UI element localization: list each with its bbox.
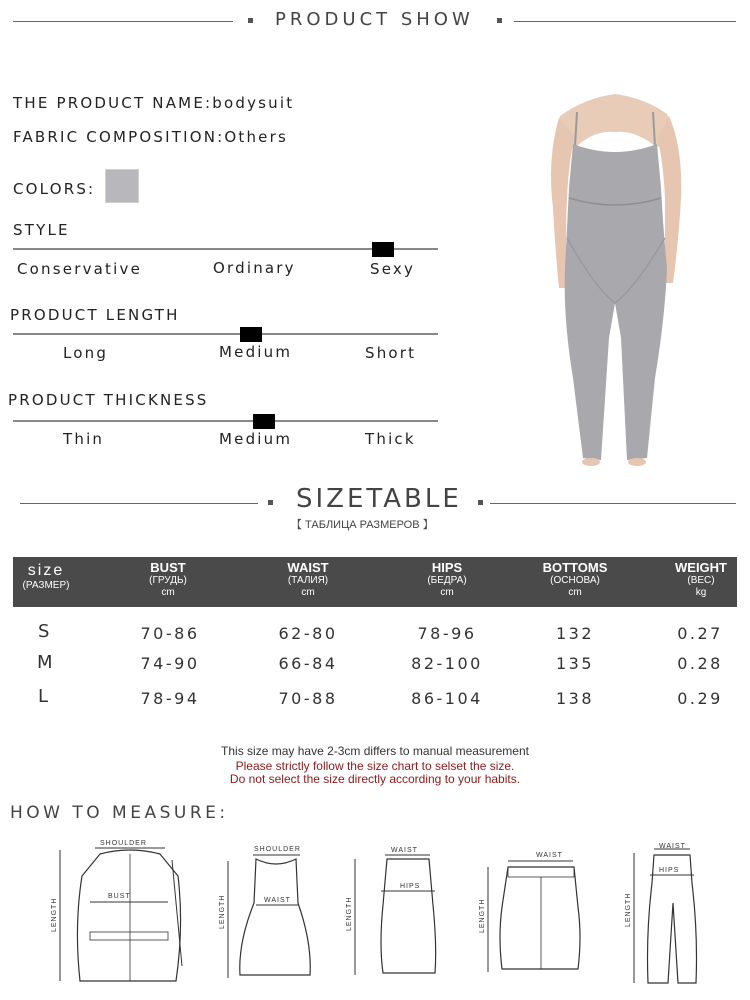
label-length: LENGTH (479, 898, 486, 933)
fabric-label: FABRIC COMPOSITION: (13, 128, 225, 146)
length-option-long: Long (63, 344, 109, 362)
thickness-option-thin: Thin (63, 430, 105, 448)
col-bottoms: BOTTOMS (ОСНОВА) cm (542, 560, 608, 598)
cell-weight: 0.28 (677, 654, 723, 673)
product-name-label: THE PRODUCT NAME: (13, 94, 213, 112)
sizetable-rule-right (490, 503, 736, 504)
col-waist: WAIST (ТАЛИЯ) cm (287, 560, 329, 598)
style-option-sexy: Sexy (370, 260, 416, 278)
col-hips: HIPS (БЕДРА) cm (427, 560, 467, 598)
cell-bust: 70-86 (140, 624, 200, 643)
col-weight: WEIGHT (ВЕС) kg (675, 560, 727, 598)
label-shoulder: SHOULDER (254, 846, 301, 853)
cell-waist: 66-84 (278, 654, 338, 673)
cell-hips: 78-96 (417, 624, 477, 643)
how-to-measure-title: HOW TO MEASURE: (10, 803, 229, 823)
cell-hips: 82-100 (411, 654, 483, 673)
cell-size: S (38, 621, 50, 642)
sizetable-dot-left (268, 500, 273, 505)
product-name-row (13, 94, 294, 112)
note-measurement: This size may have 2-3cm differs to manual measurement (221, 744, 529, 758)
measure-figure-trousers (626, 843, 706, 988)
cell-bottoms: 135 (555, 654, 595, 673)
label-waist: WAIST (536, 852, 563, 859)
label-waist: WAIST (659, 843, 686, 850)
label-shoulder: SHOULDER (100, 840, 147, 847)
sizetable-subtitle: 【 ТАБЛИЦА РАЗМЕРОВ 】 (291, 519, 434, 531)
thickness-scale-line (13, 420, 438, 422)
thickness-option-medium: Medium (219, 430, 293, 448)
style-option-ordinary: Ordinary (213, 259, 296, 277)
label-hips: HIPS (659, 867, 680, 874)
fabric-row (13, 128, 288, 146)
col-size: size (РАЗМЕР) (22, 562, 70, 591)
cell-waist: 62-80 (278, 624, 338, 643)
thickness-label: PRODUCT THICKNESS (8, 391, 209, 409)
length-label: PRODUCT LENGTH (10, 306, 180, 324)
header-dot-left (248, 18, 253, 23)
length-scale-line (13, 333, 438, 335)
length-option-short: Short (365, 344, 417, 362)
label-waist: WAIST (264, 897, 291, 904)
style-option-conservative: Conservative (17, 260, 142, 278)
thickness-option-thick: Thick (365, 430, 416, 448)
product-show-title: PRODUCT SHOW (275, 9, 474, 30)
header-rule-right (514, 21, 736, 22)
label-bust: BUST (108, 893, 131, 900)
length-option-medium: Medium (219, 343, 293, 361)
fabric-value: Others (224, 128, 288, 146)
color-swatch-grey[interactable] (105, 169, 139, 203)
style-scale-marker (372, 242, 394, 257)
size-table-header (13, 557, 737, 607)
sizetable-dot-right (478, 500, 483, 505)
cell-bust: 74-90 (140, 654, 200, 673)
cell-bottoms: 132 (555, 624, 595, 643)
style-label: STYLE (13, 221, 70, 239)
product-name-value: bodysuit (212, 94, 295, 112)
note-follow-chart: Please strictly follow the size chart to selset the size. (235, 759, 515, 773)
sizetable-rule-left (20, 503, 258, 504)
sizetable-title: SIZETABLE (296, 484, 462, 514)
label-hips: HIPS (400, 883, 421, 890)
label-length: LENGTH (346, 896, 353, 931)
measure-figure-shorts (478, 847, 593, 982)
product-image (515, 88, 715, 468)
cell-size: L (38, 686, 49, 707)
cell-hips: 86-104 (411, 689, 483, 708)
col-bust: BUST (ГРУДЬ) cm (149, 560, 187, 598)
label-length: LENGTH (625, 892, 632, 927)
label-length: LENGTH (219, 894, 226, 929)
cell-weight: 0.27 (677, 624, 723, 643)
measure-figure-jacket (50, 836, 195, 986)
label-length: LENGTH (51, 897, 58, 932)
label-waist: WAIST (391, 847, 418, 854)
header-dot-right (497, 18, 502, 23)
header-rule-left (13, 21, 233, 22)
cell-weight: 0.29 (677, 689, 723, 708)
cell-waist: 70-88 (278, 689, 338, 708)
thickness-scale-marker (253, 414, 275, 429)
measure-figure-dress (218, 843, 313, 983)
length-scale-marker (240, 327, 262, 342)
cell-size: M (37, 652, 53, 673)
cell-bust: 78-94 (140, 689, 200, 708)
measure-figure-skirt (345, 845, 440, 980)
colors-label: COLORS: (13, 180, 96, 198)
cell-bottoms: 138 (555, 689, 595, 708)
note-habits: Do not select the size directly according to your habits. (229, 772, 521, 786)
